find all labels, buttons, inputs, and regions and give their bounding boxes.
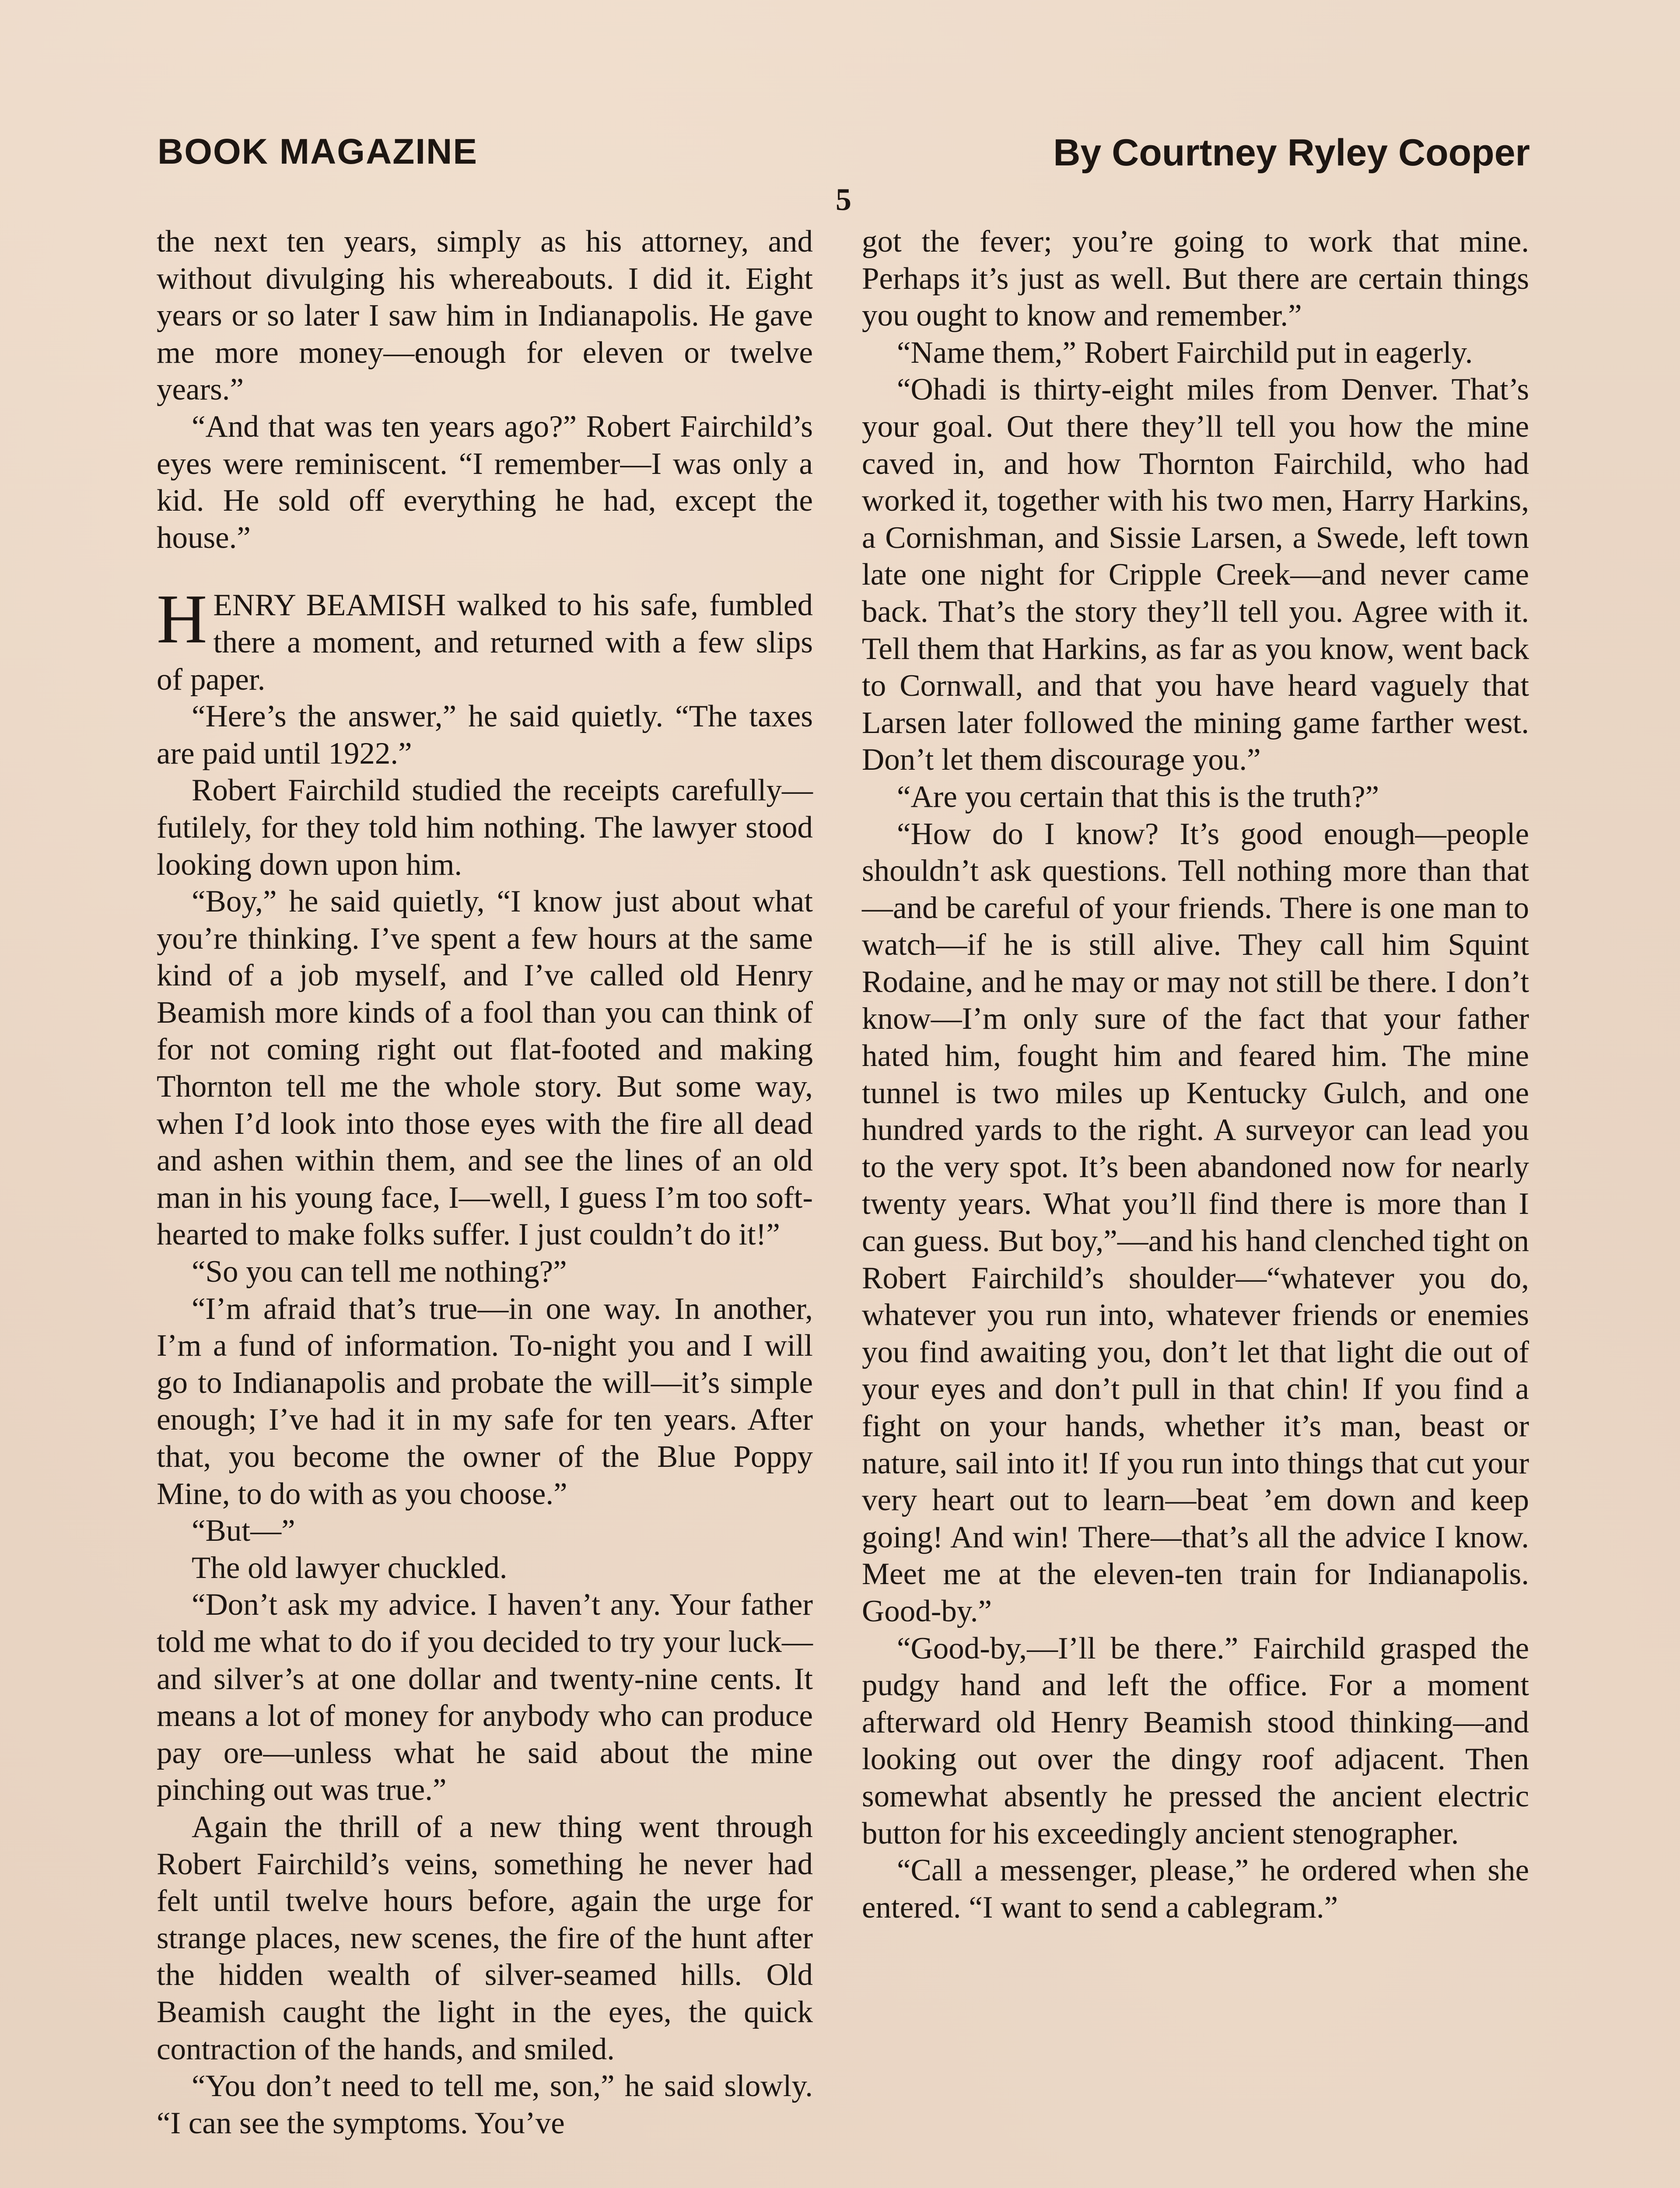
paragraph: “But—” (192, 1514, 295, 1548)
paragraph: the next ten years, simply as his attorney, and without divulging his whereabouts. I did it. Eight years or so later I saw him in Indianapolis. He gave me more money—enough for eleven or twelve years.” (157, 224, 813, 407)
section-opening-paragraph (157, 580, 813, 698)
author-byline: By Courtney Ryley Cooper (1053, 132, 1530, 174)
paragraph: Again the thrill of a new thing went through Robert Fairchild’s veins, something he never had felt until twelve hours before, again the urge for strange places, new scenes, the fire of the hunt after the hidden wealth of silver-seamed hills. Old Beamish caught the light in the eyes, the quick contraction of the hands, and smiled. (157, 1809, 813, 2066)
drop-cap: H (157, 580, 207, 658)
paragraph: “Name them,” Robert Fairchild put in eagerly. (897, 335, 1473, 370)
paragraph: “Good-by,—I’ll be there.” Fairchild grasped the pudgy hand and left the office. For a moment afterward old Henry Beamish stood thinking—and looking out over the dingy roof adjacent. Then somewhat absently he pressed the ancient electric button for his exceedingly ancient stenographer. (862, 1631, 1529, 1851)
paragraph-text: ENRY BEAMISH walked to his safe, fumbled there a moment, and returned with a few slips of paper. (157, 588, 813, 697)
paragraph: “Ohadi is thirty-eight miles from Denver. That’s your goal. Out there they’ll tell you how the mine caved in, and how Thornton Fairchild, who had worked it, together with his two men, Harry Harkins, a Cornishman, and Sissie Larsen, a Swede, left town late one night for Cripple Creek—and never came back. That’s the story they’ll tell you. Agree with it. Tell them that Harkins, as far as you know, went back to Cornwall, and that you have heard vaguely that Larsen later followed the mining game farther west. Don’t let them discourage you.” (862, 372, 1529, 777)
paragraph: “How do I know? It’s good enough—people shouldn’t ask questions. Tell nothing more than that—and be careful of your friends. There is one man to watch—if he is still alive. They call him Squint Rodaine, and he may or may not still be there. I don’t know—I’m only sure of the fact that your father hated him, fought him and feared him. The mine tunnel is two miles up Kentucky Gulch, and one hundred yards to the right. A surveyor can lead you to the very spot. It’s been abandoned now for nearly twenty years. What you’ll find there is more than I can guess. But boy,”—and his hand clenched tight on Robert Fairchild’s shoulder—“whatever you do, whatever you run into, whatever friends or enemies you find awaiting you, don’t let that light die out of your eyes and don’t pull in that chin! If you find a fight on your hands, whether it’s man, beast or nature, sail into it! If you run into things that cut your very heart out to learn—beat ’em down and keep going! And win! There—that’s all the advice I know. Meet me at the eleven-ten train for Indianapolis. Good-by.” (862, 817, 1529, 1628)
paragraph: “And that was ten years ago?” Robert Fairchild’s eyes were reminiscent. “I remember—I was only a kid. He sold off everything he had, except the house.” (157, 409, 813, 555)
paragraph: “Here’s the answer,” he said quietly. “The taxes are paid until 1922.” (157, 699, 813, 771)
paragraph: Robert Fairchild studied the receipts carefully—futilely, for they told him nothing. The lawyer stood looking down upon him. (157, 773, 813, 882)
paragraph: “Don’t ask my advice. I haven’t any. Your father told me what to do if you decided to try your luck—and silver’s at one dollar and twenty-nine cents. It means a lot of money for anybody who can produce pay ore—unless what he said about the mine pinching out was true.” (157, 1588, 813, 1807)
paragraph: “Are you certain that this is the truth?” (897, 779, 1379, 814)
left-column (157, 223, 813, 2142)
paragraph: “I’m afraid that’s true—in one way. In another, I’m a fund of information. To-night you and I will go to Indianapolis and probate the will—it’s simple enough; I’ve had it in my safe for ten years. After that, you become the owner of the Blue Poppy Mine, to do with as you choose.” (157, 1291, 813, 1511)
paragraph: got the fever; you’re going to work that mine. Perhaps it’s just as well. But there are certain things you ought to know and remember.” (862, 224, 1529, 333)
page-number: 5 (836, 182, 851, 217)
paragraph: The old lawyer chuckled. (192, 1550, 508, 1585)
paragraph: “Boy,” he said quietly, “I know just about what you’re thinking. I’ve spent a few hours at the same kind of a job myself, and I’ve called old Henry Beamish more kinds of a fool than you can think of for not coming right out flat-footed and making Thornton tell me the whole story. But some way, when I’d look into those eyes with the fire all dead and ashen within them, and see the lines of an old man in his young face, I—well, I guess I’m too soft-hearted to make folks suffer. I just couldn’t do it!” (157, 884, 813, 1252)
magazine-title: BOOK MAGAZINE (158, 132, 478, 172)
paragraph: “Call a messenger, please,” he ordered when she entered. “I want to send a cablegram.” (862, 1853, 1529, 1925)
paragraph: “You don’t need to tell me, son,” he said slowly. “I can see the symptoms. You’ve (157, 2069, 813, 2140)
right-column (862, 223, 1529, 1926)
paragraph: “So you can tell me nothing?” (192, 1255, 567, 1289)
